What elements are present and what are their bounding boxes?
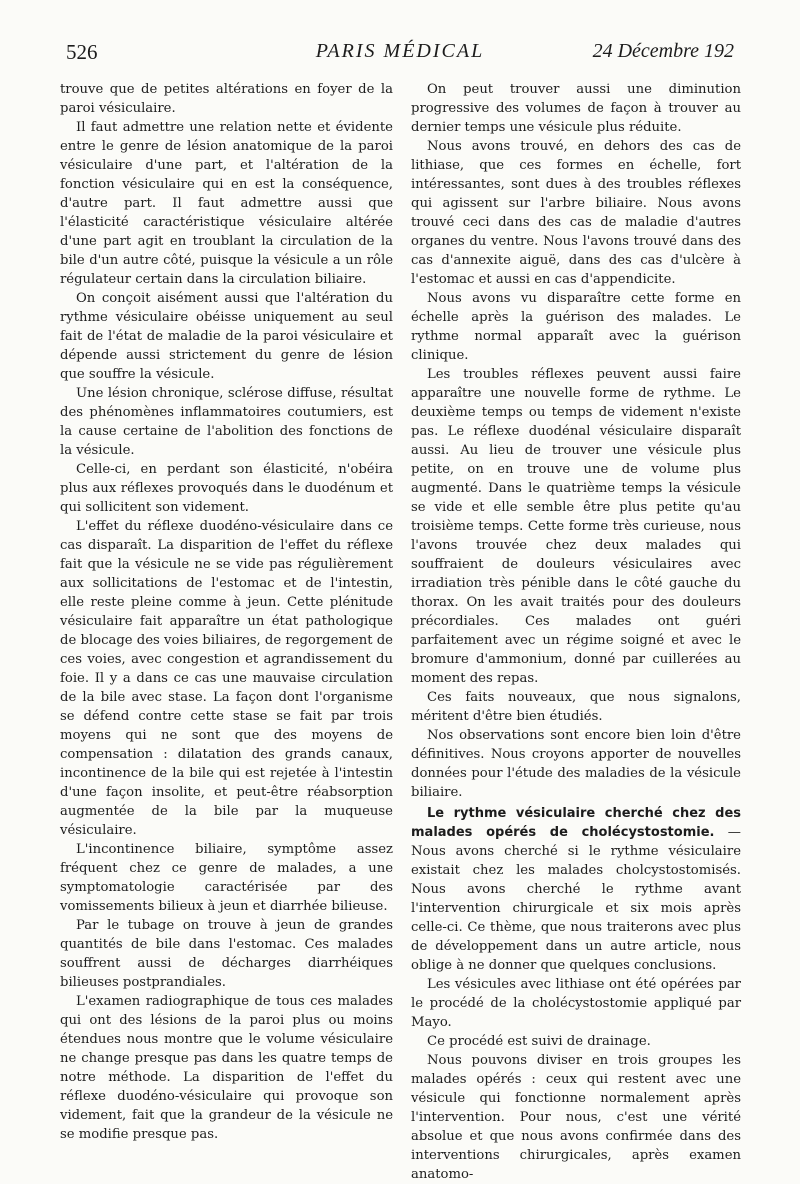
- paragraph: Les troubles réflexes peuvent aussi faire apparaître une nouvelle forme de rythme. Le deuxième temps ou temps de videment n'existe pas. Le réflexe duodénal vésiculaire disparaît aussi. Au lieu de trouver une vésicule plus petite, on en trouve une de volume plus augmenté. Dans le quatrième temps la vésicule se vide et elle semble être plus petite qu'au troisième temps. Cette forme très curieuse, nous l'avons trouvée chez deux malades qui souffraient de douleurs vésiculaires avec irradiation très pénible dans le côté gauche du thorax. On les avait traités pour des douleurs précordiales. Ces malades ont guéri parfaitement avec un régime soigné et avec le bromure d'ammonium, donné par cuillerées au moment des repas.: [411, 367, 741, 686]
- paragraph: trouve que de petites altérations en foyer de la paroi vésiculaire.: [60, 82, 393, 116]
- paragraph: Celle-ci, en perdant son élasticité, n'obéira plus aux réflexes provoqués dans le duodénum et qui sollicitent son videment.: [60, 462, 393, 515]
- left-column: [60, 80, 393, 1144]
- paragraph: On conçoit aisément aussi que l'altération du rythme vésiculaire obéisse uniquement au seul fait de l'état de maladie de la paroi vésiculaire et dépende aussi strictement du genre de lésion que souffre la vésicule.: [60, 291, 393, 382]
- paragraph: Nos observations sont encore bien loin d'être définitives. Nous croyons apporter de nouvelles données pour l'étude des maladies de la vésicule biliaire.: [411, 728, 741, 800]
- paragraph: Ce procédé est suivi de drainage.: [427, 1034, 651, 1049]
- page-number: 526: [66, 40, 98, 64]
- paragraph: Nous pouvons diviser en trois groupes les malades opérés : ceux qui restent avec une vésicule qui fonctionne normalement après l'intervention. Pour nous, c'est une vérité absolue et que nous avons confirmée dans des interventions chirurgicales, après examen anatomo-: [411, 1053, 741, 1182]
- paragraph: Il faut admettre une relation nette et évidente entre le genre de lésion anatomique de la paroi vésiculaire d'une part, et l'altération de la fonction vésiculaire qui en est la conséquence, d'autre part. Il faut admettre aussi que l'élasticité caractéristique vésiculaire altérée d'une part agit en troublant la circulation de la bile d'un autre côté, puisque la vésicule a un rôle régulateur certain dans la circulation biliaire.: [60, 120, 393, 287]
- issue-date: 24 Décembre 192: [592, 40, 734, 62]
- right-column: [411, 80, 741, 1184]
- paragraph: L'effet du réflexe duodéno-vésiculaire dans ce cas disparaît. La disparition de l'effet du réflexe fait que la vésicule ne se vide pas régulièrement aux sollicitations de l'estomac et de l'intestin, elle reste pleine comme à jeun. Cette plénitude vésiculaire fait apparaître un état pathologique de blocage des voies biliaires, de regorgement de ces voies, avec congestion et agrandissement du foie. Il y a dans ce cas une mauvaise circulation de la bile avec stase. La façon dont l'organisme se défend contre cette stase se fait par trois moyens qui ne sont que des moyens de compensation : dilatation des grands canaux, incontinence de la bile qui est rejetée à l'intestin d'une façon insolite, et peut-être réabsorption augmentée de la bile par la muqueuse vésiculaire.: [60, 519, 393, 838]
- section-paragraph: [411, 804, 741, 975]
- paragraph: Une lésion chronique, sclérose diffuse, résultat des phénomènes inflammatoires coutumiers, est la cause certaine de l'abolition des fonctions de la vésicule.: [60, 386, 393, 458]
- journal-title: PARIS MÉDICAL: [315, 40, 485, 62]
- paragraph: On peut trouver aussi une diminution progressive des volumes de façon à trouver au dernier temps une vésicule plus réduite.: [411, 82, 741, 135]
- paragraph: L'examen radiographique de tous ces malades qui ont des lésions de la paroi plus ou moins étendues nous montre que le volume vésiculaire ne change presque pas dans les quatre temps de notre méthode. La disparition de l'effet du réflexe duodéno-vésiculaire qui provoque son videment, fait que la grandeur de la vésicule ne se modifie presque pas.: [60, 994, 393, 1142]
- paragraph: L'incontinence biliaire, symptôme assez fréquent chez ce genre de malades, a une symptomatologie caractérisée par des vomissements bilieux à jeun et diarrhée bilieuse.: [60, 842, 393, 914]
- section-text: — Nous avons cherché si le rythme vésiculaire existait chez les malades cholcystostomisés. Nous avons cherché le rythme avant l'intervention chirurgicale et six mois après celle-ci. Ce thème, que nous traiterons avec plus de développement dans un autre article, nous oblige à ne donner que quelques conclusions.: [411, 825, 741, 973]
- paragraph: Les vésicules avec lithiase ont été opérées par le procédé de la cholécystostomie appliqué par Mayo.: [411, 977, 741, 1030]
- paragraph: Nous avons vu disparaître cette forme en échelle après la guérison des malades. Le rythme normal apparaît avec la guérison clinique.: [411, 291, 741, 363]
- paragraph: Par le tubage on trouve à jeun de grandes quantités de bile dans l'estomac. Ces malades souffrent aussi de décharges diarrhéiques bilieuses postprandiales.: [60, 918, 393, 990]
- paragraph: Nous avons trouvé, en dehors des cas de lithiase, que ces formes en échelle, fort intéressantes, sont dues à des troubles réflexes qui agissent sur l'arbre biliaire. Nous avons trouvé ceci dans des cas de maladie d'autres organes du ventre. Nous l'avons trouvé dans des cas d'annexite aiguë, dans des cas d'ulcère à l'estomac et aussi en cas d'appendicite.: [411, 139, 741, 287]
- section-title: Le rythme vésiculaire cherché chez des malades opérés de cholécystostomie.: [411, 806, 741, 840]
- page-header: [66, 40, 734, 72]
- paragraph: Ces faits nouveaux, que nous signalons, méritent d'être bien étudiés.: [411, 690, 741, 724]
